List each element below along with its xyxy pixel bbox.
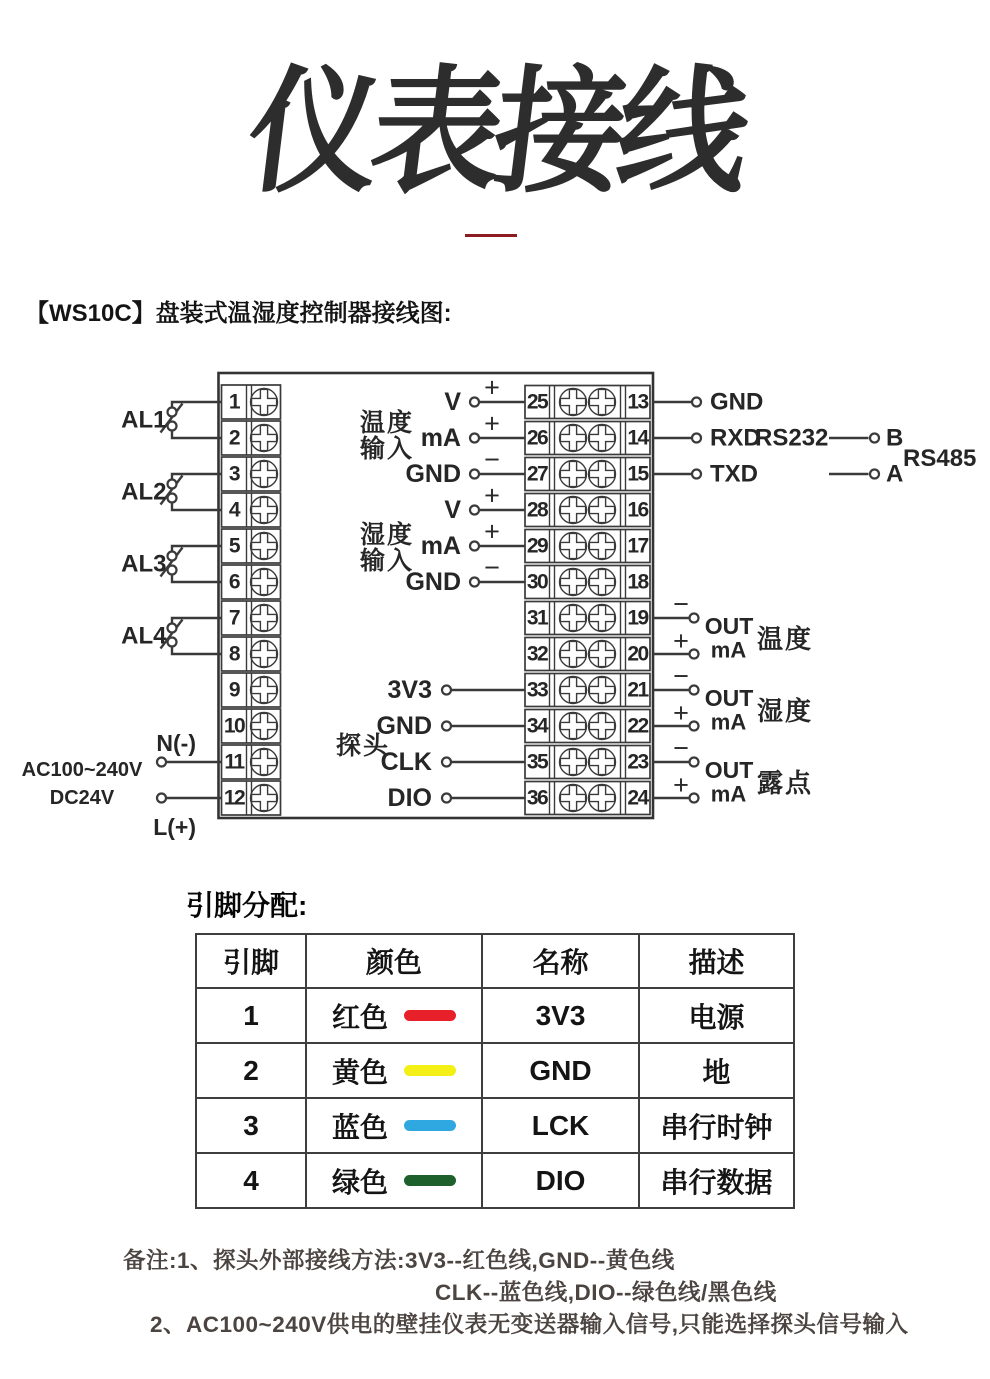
neutral-label: N(-) (156, 730, 196, 756)
output-out-label: OUT (704, 757, 754, 783)
wire-color-cell (306, 988, 482, 1043)
supply-voltage-label: DC24V (49, 787, 115, 809)
table-row (196, 988, 794, 1043)
output-unit-label: mA (710, 709, 747, 735)
terminal-number: 27 (526, 462, 548, 486)
col-header-color: 颜色 (306, 934, 482, 988)
wire-color-name: 红色 (331, 1001, 388, 1033)
terminal-number: 9 (228, 678, 240, 702)
terminal-number: 19 (627, 606, 648, 630)
terminal-number: 29 (526, 534, 548, 558)
terminal-number: 3 (228, 462, 240, 486)
output-channel-label: 露点 (757, 768, 814, 798)
pin-table (195, 933, 795, 1209)
probe-signal-label: GND (376, 712, 432, 740)
polarity-sign: − (673, 733, 689, 763)
polarity-sign: + (484, 372, 500, 403)
terminal-number: 33 (526, 678, 548, 702)
wire-color-cell (306, 1098, 482, 1153)
signal-label: GND (405, 568, 461, 596)
terminal-number: 23 (627, 750, 648, 774)
rs485-label: RS485 (903, 445, 977, 472)
polarity-sign: + (673, 626, 689, 656)
polarity-sign: − (484, 444, 500, 475)
temp-input-label: 温度 (359, 409, 415, 437)
neutral-terminal-icon (157, 758, 166, 767)
terminal-number: 6 (228, 570, 240, 594)
wire-color-swatch (404, 1120, 456, 1131)
output-out-label: OUT (704, 685, 754, 711)
signal-label: mA (420, 424, 461, 452)
al1-switch-icon (161, 402, 222, 438)
al4-switch-icon (161, 618, 222, 654)
table-row (196, 1043, 794, 1098)
pin-number: 3 (196, 1098, 306, 1153)
comm-connector (653, 434, 701, 443)
signal-name: LCK (482, 1098, 639, 1153)
pin-number: 1 (196, 988, 306, 1043)
probe-signal-label: DIO (387, 784, 432, 812)
terminal-number: 21 (627, 678, 648, 702)
table-header-row (196, 934, 794, 988)
signal-label: mA (420, 532, 461, 560)
probe-connector (442, 722, 525, 731)
polarity-sign: + (484, 480, 500, 511)
probe-connector (442, 758, 525, 767)
rs232-label: RS232 (755, 424, 829, 452)
terminal-number: 14 (627, 426, 648, 450)
terminal-number: 8 (228, 642, 240, 666)
terminal-number: 16 (627, 498, 648, 522)
signal-label: V (444, 388, 461, 416)
terminal-number: 13 (627, 390, 648, 414)
alarm-label: AL1 (121, 406, 167, 434)
comm-pin-label: TXD (710, 460, 758, 488)
terminal-number: 1 (228, 390, 240, 414)
wire-color-name: 蓝色 (331, 1111, 388, 1143)
alarm-label: AL2 (121, 478, 167, 506)
terminal-number: 20 (627, 642, 648, 666)
terminal-number: 18 (627, 570, 648, 594)
output-unit-label: mA (710, 637, 747, 663)
terminal-number: 28 (526, 498, 548, 522)
terminal-number: 36 (526, 786, 548, 810)
terminal-number: 7 (228, 606, 240, 630)
note-line-1: 备注:1、探头外部接线方法:3V3--红色线,GND--黄色线 (123, 1248, 675, 1273)
probe-connector (442, 794, 525, 803)
rs485-a-label: A (886, 460, 904, 488)
output-channel-label: 温度 (757, 624, 814, 654)
supply-voltage-label: AC100~240V (21, 759, 143, 781)
al2-switch-icon (161, 474, 222, 510)
signal-desc: 串行时钟 (639, 1098, 794, 1153)
terminal-number: 32 (526, 642, 548, 666)
al3-switch-icon (161, 546, 222, 582)
signal-label: GND (405, 460, 461, 488)
page-title: 仪表接线 (240, 56, 751, 208)
signal-desc: 地 (639, 1043, 794, 1098)
polarity-sign: − (484, 552, 500, 583)
terminal-number: 15 (627, 462, 648, 486)
col-header-desc: 描述 (639, 934, 794, 988)
polarity-sign: + (673, 770, 689, 800)
terminal-number: 12 (223, 786, 245, 810)
col-header-pin: 引脚 (196, 934, 306, 988)
signal-name: 3V3 (482, 988, 639, 1043)
terminal-number: 10 (223, 714, 245, 738)
terminal-number: 25 (526, 390, 548, 414)
wire-color-cell (306, 1043, 482, 1098)
wire-color-swatch (404, 1010, 456, 1021)
probe-signal-label: CLK (380, 748, 432, 776)
table-row (196, 1153, 794, 1208)
signal-name: DIO (482, 1153, 639, 1208)
comm-connector (653, 470, 701, 479)
comm-pin-label: RXD (710, 424, 761, 452)
temp-input-label: 输入 (359, 435, 415, 463)
rs485-a-connector (829, 470, 879, 479)
terminal-number: 4 (228, 498, 240, 522)
col-header-name: 名称 (482, 934, 639, 988)
terminal-number: 34 (526, 714, 548, 738)
live-terminal-icon (157, 794, 166, 803)
probe-connector (442, 686, 525, 695)
output-channel-label: 湿度 (757, 696, 814, 726)
humidity-input-label: 输入 (359, 547, 415, 575)
terminal-number: 24 (627, 786, 648, 810)
wire-color-cell (306, 1153, 482, 1208)
humidity-input-label: 湿度 (359, 521, 415, 549)
probe-signal-label: 3V3 (387, 676, 432, 704)
terminal-number: 11 (224, 750, 244, 774)
live-label: L(+) (153, 814, 196, 840)
output-out-label: OUT (704, 613, 754, 639)
rs485-b-connector (829, 434, 879, 443)
output-unit-label: mA (710, 781, 747, 807)
terminal-number: 31 (526, 606, 548, 630)
note-line-2: CLK--蓝色线,DIO--绿色线/黑色线 (435, 1280, 777, 1305)
polarity-sign: − (673, 589, 689, 619)
wire-color-name: 绿色 (331, 1166, 388, 1198)
terminal-number: 17 (627, 534, 648, 558)
polarity-sign: − (673, 661, 689, 691)
pin-number: 4 (196, 1153, 306, 1208)
terminal-number: 26 (526, 426, 548, 450)
probe-label: 探头 (335, 732, 391, 760)
pin-number: 2 (196, 1043, 306, 1098)
terminal-number: 2 (228, 426, 240, 450)
signal-name: GND (482, 1043, 639, 1098)
terminal-number: 35 (526, 750, 548, 774)
wire-color-name: 黄色 (331, 1056, 388, 1088)
alarm-label: AL4 (121, 622, 167, 650)
polarity-sign: + (673, 698, 689, 728)
signal-desc: 串行数据 (639, 1153, 794, 1208)
signal-label: V (444, 496, 461, 524)
comm-pin-label: GND (710, 388, 764, 416)
polarity-sign: + (484, 516, 500, 547)
terminal-number: 22 (627, 714, 648, 738)
terminal-number: 5 (228, 534, 240, 558)
wire-color-swatch (404, 1175, 456, 1186)
rs485-b-label: B (886, 424, 904, 452)
pin-table-title: 引脚分配: (186, 890, 308, 921)
subtitle: 【WS10C】盘装式温湿度控制器接线图: (25, 300, 452, 327)
terminal-number: 30 (526, 570, 548, 594)
note-line-3: 2、AC100~240V供电的壁挂仪表无变送器输入信号,只能选择探头信号输入 (150, 1312, 909, 1337)
comm-connector (653, 398, 701, 407)
wire-color-swatch (404, 1065, 456, 1076)
alarm-label: AL3 (121, 550, 167, 578)
polarity-sign: + (484, 408, 500, 439)
signal-desc: 电源 (639, 988, 794, 1043)
table-row (196, 1098, 794, 1153)
